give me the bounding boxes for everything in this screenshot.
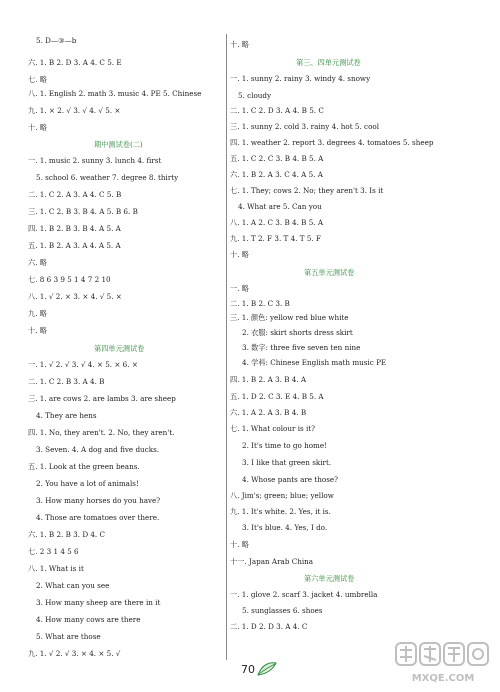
- watermark-text: MXQE.COM: [411, 673, 475, 684]
- answer-line: 八. Jim's; green; blue; yellow: [230, 491, 334, 500]
- answer-line: 一. 1. √ 2. √ 3. √ 4. × 5. × 6. ×: [28, 360, 138, 369]
- answer-line: 九. 1. It's white. 2. Yes, it is.: [230, 507, 331, 516]
- answer-line: 4. Whose pants are those?: [242, 475, 338, 484]
- answer-line: 八. 1. What is it: [28, 564, 84, 573]
- answer-line: 六. 1. A 2. A 3. B 4. B: [230, 408, 307, 417]
- answer-line: 三. 1. 颜色: yellow red blue white: [230, 313, 349, 322]
- answer-line: 十. 略: [28, 123, 47, 132]
- answer-line: 5. sunglasses 6. shoes: [242, 606, 323, 615]
- answer-line: 九. 1. × 2. √ 3. √ 4. √ 5. ×: [28, 106, 121, 115]
- answer-line: 六. 1. B 2. A 3. C 4. A 5. A: [230, 170, 323, 179]
- answer-line: 九. 1. T 2. F 3. T 4. T 5. F: [230, 234, 321, 243]
- answer-line: 2. You have a lot of animals!: [36, 479, 139, 488]
- answer-line: 八. 1. A 2. C 3. B 4. B 5. A: [230, 218, 324, 227]
- answer-line: 一. 1. glove 2. scarf 3. jacket 4. umbrella: [230, 590, 378, 599]
- answer-line: 二. 1. B 2. C 3. B: [230, 299, 290, 308]
- answer-line: 五. 1. Look at the green beans.: [28, 462, 140, 471]
- answer-line: 七. 8 6 3 9 5 1 4 7 2 10: [28, 275, 111, 284]
- answer-line: 4. What are 5. Can you: [238, 202, 322, 211]
- answer-line: 4. 学科: Chinese English math music PE: [242, 358, 387, 367]
- answer-line: 3. How many sheep are there in it: [36, 598, 161, 607]
- answer-line: 5. What are those: [36, 632, 101, 641]
- section-heading: 第三、四单元测试卷: [296, 58, 361, 67]
- answer-line: 5. cloudy: [238, 91, 272, 100]
- answer-line: 四. 1. B 2. B 3. B 4. A 5. A: [28, 224, 121, 233]
- answer-line: 4. They are hens: [36, 411, 97, 420]
- answer-line: 九. 1. √ 2. √ 3. × 4. × 5. √: [28, 649, 121, 658]
- answer-line: 二. 1. C 2. B 3. A 4. B: [28, 377, 105, 386]
- answer-line: 二. 1. C 2. D 3. A 4. B 5. C: [230, 106, 324, 115]
- section-heading: 第六单元测试卷: [304, 574, 355, 583]
- answer-line: 2. It's time to go home!: [242, 441, 327, 450]
- answer-line: 二. 1. D 2. D 3. A 4. C: [230, 622, 308, 631]
- answer-line: 八. 1. √ 2. × 3. × 4. √ 5. ×: [28, 292, 122, 301]
- section-heading: 期中测试卷(二): [94, 140, 143, 149]
- answer-line: 六. 1. B 2. D 3. A 4. C 5. E: [28, 58, 122, 67]
- answer-line: 3. It's blue. 4. Yes, I do.: [242, 523, 328, 532]
- answer-line: 十. 略: [28, 326, 47, 335]
- answer-line: 七. 2 3 1 4 5 6: [28, 547, 79, 556]
- answer-line: 七. 略: [28, 75, 47, 84]
- answer-line: 十. 略: [230, 40, 249, 49]
- section-heading: 第五单元测试卷: [304, 268, 355, 277]
- answer-line: 4. Those are tomatoes over there.: [36, 513, 160, 522]
- answer-line: 5. school 6. weather 7. degree 8. thirty: [36, 173, 179, 182]
- answer-line: 2. 衣服: skirt shorts dress skirt: [242, 328, 353, 337]
- answer-line: 五. 1. B 2. A 3. A 4. A 5. A: [28, 241, 121, 250]
- answer-line: 五. 1. C 2. C 3. B 4. B 5. A: [230, 154, 324, 163]
- answer-line: 六. 略: [28, 258, 47, 267]
- answer-line: 一. 1. music 2. sunny 3. lunch 4. first: [28, 156, 162, 165]
- answer-line: 四. 1. B 2. A 3. B 4. A: [230, 375, 307, 384]
- answer-line: 一. 略: [230, 284, 249, 293]
- watermark-icon: [392, 640, 494, 686]
- answer-line: 二. 1. C 2. A 3. A 4. C 5. B: [28, 190, 122, 199]
- answer-line: 七. 1. What colour is it?: [230, 424, 316, 433]
- answer-line: 四. 1. No, they aren't. 2. No, they aren't.: [28, 428, 175, 437]
- answer-line: 十一. Japan Arab China: [230, 557, 314, 566]
- page-number: 70: [241, 663, 255, 676]
- answer-line: 3. Seven. 4. A dog and five ducks.: [36, 445, 160, 454]
- answer-line: 4. How many cows are there: [36, 615, 141, 624]
- answer-line: 3. I like that green skirt.: [242, 458, 332, 467]
- section-heading: 第四单元测试卷: [94, 344, 145, 353]
- answer-line: 一. 1. sunny 2. rainy 3. windy 4. snowy: [230, 74, 371, 83]
- answer-line: 七. 1. They; cows 2. No; they aren't 3. Is it: [230, 186, 384, 195]
- answer-line: 十. 略: [230, 250, 249, 259]
- answer-line: 十. 略: [230, 540, 249, 549]
- answer-line: 八. 1. English 2. math 3. music 4. PE 5. Chinese: [28, 89, 202, 98]
- answer-line: 三. 1. C 2. B 3. B 4. A 5. B 6. B: [28, 207, 138, 216]
- answer-line: 2. What can you see: [36, 581, 110, 590]
- answer-line: 五. 1. D 2. C 3. E 4. B 5. A: [230, 392, 324, 401]
- answer-line: 3. How many horses do you have?: [36, 496, 161, 505]
- answer-line: 四. 1. weather 2. report 3. degrees 4. tomatoes 5. sheep: [230, 138, 434, 147]
- answer-line: 三. 1. sunny 2. cold 3. rainy 4. hot 5. cool: [230, 122, 380, 131]
- answer-line: 三. 1. are cows 2. are lambs 3. are sheep: [28, 394, 176, 403]
- answer-line: 六. 1. B 2. B 3. D 4. C: [28, 530, 106, 539]
- leaf-logo-icon: [256, 660, 278, 678]
- answer-line: 九. 略: [28, 309, 47, 318]
- answer-line: 3. 数字: three five seven ten nine: [242, 343, 361, 352]
- answer-line: 5. D—③—b: [36, 36, 77, 45]
- column-divider: [226, 34, 227, 660]
